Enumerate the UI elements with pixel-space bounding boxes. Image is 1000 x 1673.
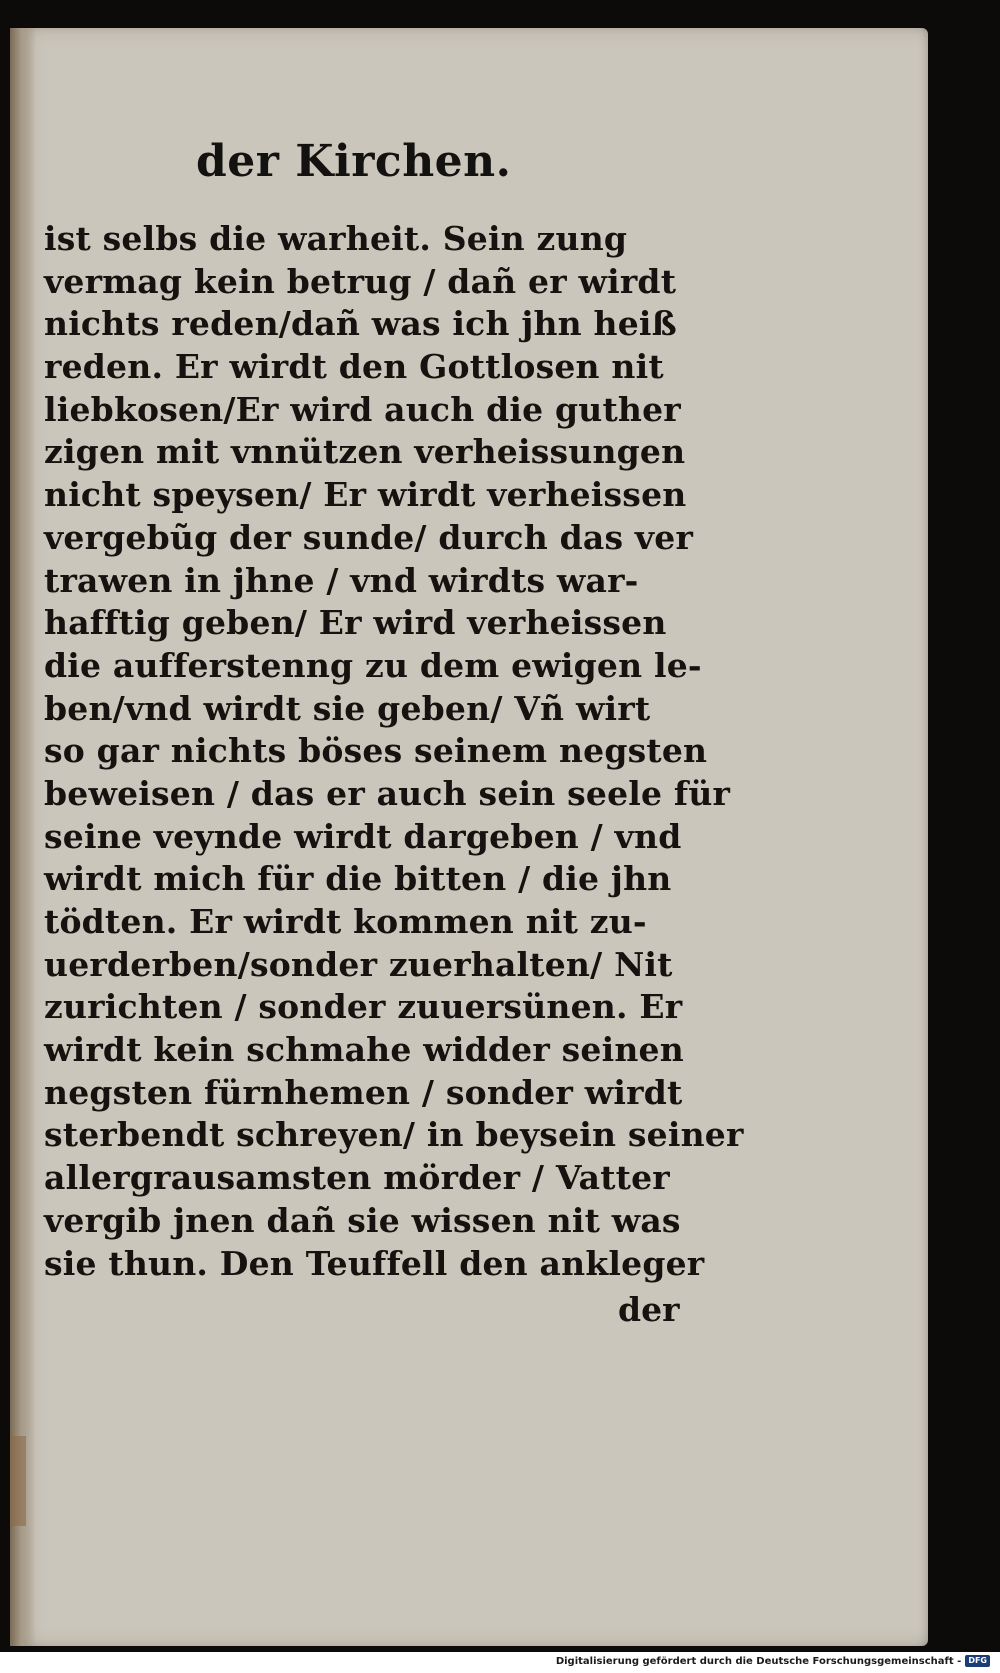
text-line: sie thun. Den Teuffell den ankleger [44,1243,705,1283]
text-line: beweisen / das er auch sein seele für [44,773,731,813]
text-line: zigen mit vnnützen verheissungen [44,432,686,472]
text-line: die aufferstenng zu dem ewigen le- [44,645,702,685]
text-line: allergrausamsten mörder / Vatter [44,1158,670,1198]
credit-text: Digitalisierung gefördert durch die Deutsche Forschungsgemeinschaft - [555,1655,962,1667]
text-line: uerderben/sonder zuerhalten/ Nit [44,944,673,984]
text-line: tödten. Er wirdt kommen nit zu- [44,902,647,941]
text-line: seine veynde wirdt dargeben / vnd [44,816,682,856]
text-line: sterbendt schreyen/ in beysein seiner [44,1115,744,1155]
text-line: reden. Er wirdt den Gottlosen nit [44,347,664,387]
text-line: zurichten / sonder zuuersünen. Er [44,987,683,1027]
text-line: vergib jnen dañ sie wissen nit was [44,1200,681,1240]
text-line: hafftig geben/ Er wird verheissen [44,603,667,643]
catchword: der [618,1290,680,1329]
text-line: wirdt kein schmahe widder seinen [44,1030,684,1070]
text-line: ben/vnd wirdt sie geben/ Vñ wirt [44,688,651,728]
text-line: so gar nichts böses seinem negsten [44,731,708,771]
page-gutter-shadow [10,28,36,1646]
text-line: vergebũg der sunde/ durch das ver [44,517,694,557]
text-line: wirdt mich für die bitten / die jhn [44,859,672,899]
text-line: vermag kein betrug / dañ er wirdt [44,261,677,301]
text-line: negsten fürnhemen / sonder wirdt [44,1072,683,1112]
digitization-credit [556,1655,990,1667]
page-stain [10,1436,26,1526]
text-line: nicht speysen/ Er wirdt verheissen [44,475,687,515]
text-line: liebkosen/Er wird auch die guther [44,389,681,429]
text-block [44,218,744,1285]
text-line: nichts reden/dañ was ich jhn heiß [44,304,677,344]
running-head: der Kirchen. [196,136,512,187]
dfg-logo[interactable]: DFG [965,1655,990,1667]
text-line: ist selbs die warheit. Sein zung [44,219,628,258]
text-line: trawen in jhne / vnd wirdts war- [44,560,639,600]
book-page [10,28,928,1646]
